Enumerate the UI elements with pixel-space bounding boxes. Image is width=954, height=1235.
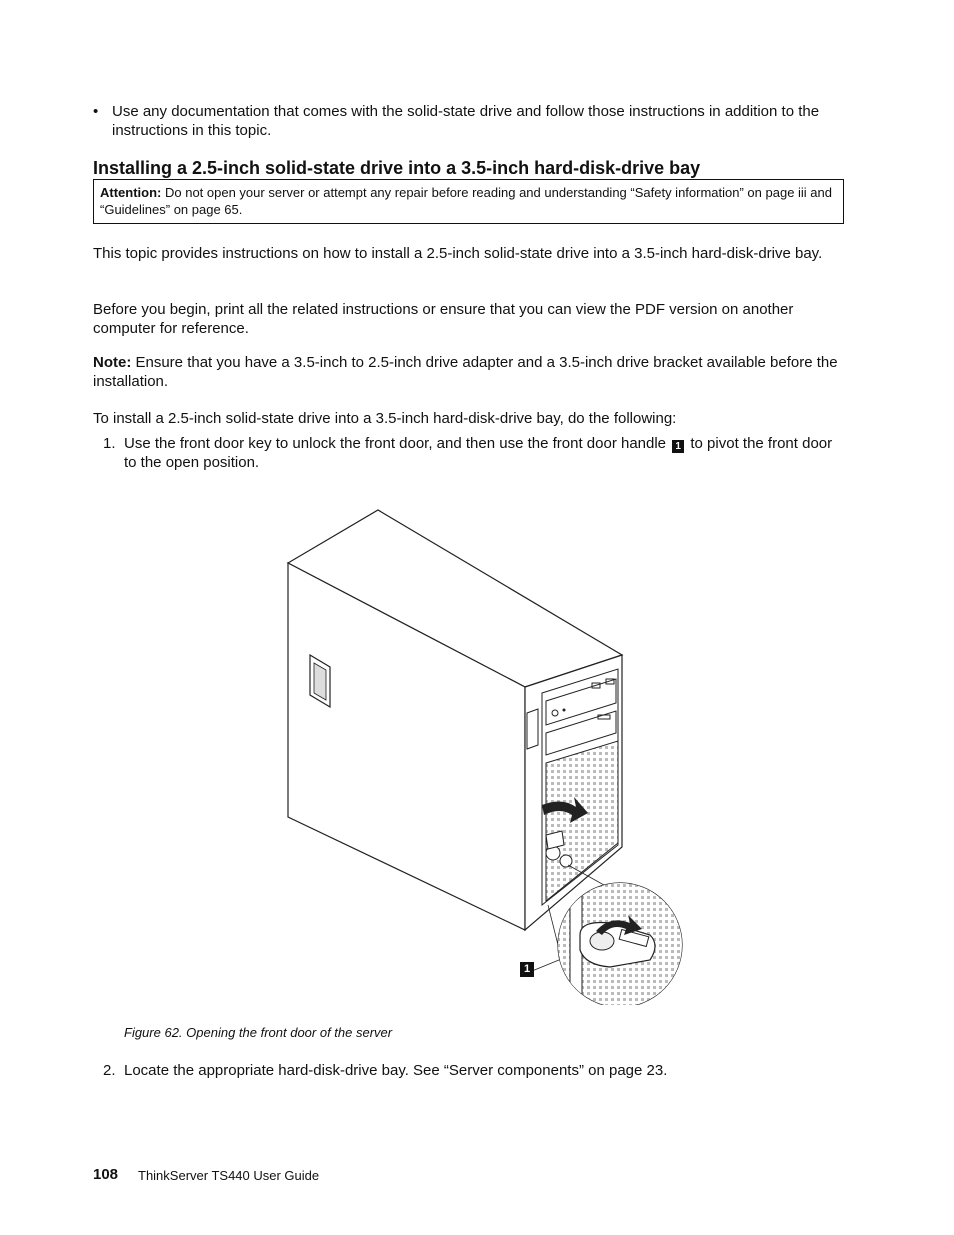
step-2	[103, 1061, 843, 1080]
note-label: Note:	[93, 354, 132, 371]
intro-paragraph: This topic provides instructions on how to install a 2.5-inch solid-state drive into a 3.5-inch hard-disk-drive bay.	[93, 245, 823, 262]
step-text	[124, 434, 843, 472]
bullet-item	[93, 102, 843, 140]
step-text-after: to pivot the front door to the open position.	[124, 435, 833, 471]
footer-title: ThinkServer TS440 User Guide	[138, 1168, 320, 1183]
step-text-before: Use the front door key to unlock the front door, and then use the front door handle	[124, 435, 671, 452]
callout-marker: 1	[672, 440, 684, 453]
attention-box	[93, 179, 844, 224]
step-text: Locate the appropriate hard-disk-drive bay. See “Server components” on page 23.	[124, 1062, 668, 1079]
step-1	[103, 434, 843, 472]
bullet-text: Use any documentation that comes with the solid-state drive and follow those instructions in addition to the instructions in this topic.	[112, 103, 820, 139]
bullet-symbol: •	[93, 103, 99, 120]
note-text: Ensure that you have a 3.5-inch to 2.5-inch drive adapter and a 3.5-inch drive bracket available before the installation.	[93, 354, 838, 390]
step-number: 1.	[103, 435, 116, 452]
before-paragraph: Before you begin, print all the related instructions or ensure that you can view the PDF version on another computer for reference.	[93, 301, 794, 337]
lead-paragraph: To install a 2.5-inch solid-state drive into a 3.5-inch hard-disk-drive bay, do the following:	[93, 410, 677, 427]
figure-caption: Figure 62. Opening the front door of the server	[124, 1025, 393, 1040]
step-number: 2.	[103, 1062, 116, 1079]
server-front-door-illustration	[280, 505, 690, 1005]
section-heading: Installing a 2.5-inch solid-state drive into a 3.5-inch hard-disk-drive bay	[93, 158, 701, 178]
page-number: 108	[93, 1166, 119, 1183]
note-paragraph	[93, 353, 843, 391]
figure-callout-marker: 1	[520, 962, 534, 977]
attention-text: Do not open your server or attempt any repair before reading and understanding “Safety information” on page iii and “Guidelines” on page 65.	[100, 185, 832, 217]
attention-label: Attention:	[100, 185, 162, 200]
